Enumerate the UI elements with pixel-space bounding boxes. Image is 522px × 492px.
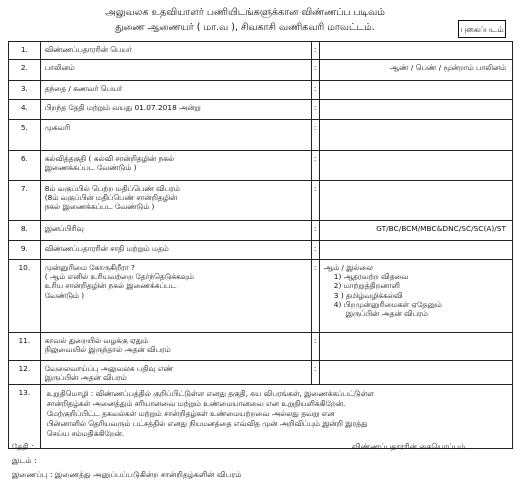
declaration-line: மேற்குறிப்பிட்ட தகவல்கள் மற்றும் சான்றிதழ்கள் உண்மையற்றவை அல்லது தவறு என xyxy=(46,409,335,419)
row-value-field[interactable] xyxy=(319,151,512,181)
row-label xyxy=(40,120,311,151)
priority-option: 4) பிறமுன்னுரிமைகள் ஏதேனும் xyxy=(333,299,442,309)
row-number: 6. xyxy=(9,151,41,181)
form-row xyxy=(9,60,513,81)
row-colon: : xyxy=(311,361,319,385)
row-colon: : xyxy=(311,241,319,260)
row-label xyxy=(40,42,311,60)
form-row xyxy=(9,151,513,181)
row-colon: : xyxy=(311,120,319,151)
row-value-field[interactable] xyxy=(319,81,512,100)
priority-option: இருப்பின் அதன் விபரம் xyxy=(345,309,428,319)
row-value-field[interactable] xyxy=(319,42,512,60)
row-colon: : xyxy=(311,42,319,60)
form-row xyxy=(9,333,513,361)
declaration-line: பின்னாளில் தெரியவரும் பட்சத்தில் எனது நியமனத்தை எவ்வித முன் அறிவிப்பும் இன்றி இரத்து xyxy=(46,419,368,429)
row-number: 11. xyxy=(9,333,41,361)
priority-yes-no: ஆம் / இல்லை xyxy=(323,263,373,272)
row-label-line: விண்ணப்பதாரரின் பெயர் xyxy=(44,45,132,54)
declaration-row xyxy=(9,385,513,449)
row-label-line: ( ஆம் எனில் உரியவற்றை தேர்ந்தெடுக்கவும் xyxy=(44,272,194,282)
row-label xyxy=(40,81,311,100)
date-label: தேதி : xyxy=(12,442,34,451)
row-colon: : xyxy=(311,60,319,81)
row-label-line: இருப்பின் அதன் விபரம் xyxy=(44,373,127,383)
row-number: 9. xyxy=(9,241,41,260)
row-colon: : xyxy=(311,260,319,333)
form-subtitle: துணை ஆணையர் ( மா.வ ), சிவகாசி வணிகவரி மாவட்டம். xyxy=(115,22,375,33)
row-number: 13. xyxy=(9,385,41,449)
form-row xyxy=(9,42,513,60)
row-label-line: வேலைவாய்ப்பு அலுவலக பதிவு எண் xyxy=(44,364,174,373)
row-label xyxy=(40,181,311,221)
row-value-field[interactable] xyxy=(319,120,512,151)
form-row xyxy=(9,100,513,120)
row-number: 7. xyxy=(9,181,41,221)
form-title: அலுவலக உதவியாளர் பணியிடங்களுக்கான விண்ணப்ப படிவம் xyxy=(105,7,385,18)
application-table xyxy=(8,41,513,449)
row-label xyxy=(40,260,311,333)
row-value-field[interactable] xyxy=(319,260,512,333)
declaration-line: செய்ய சம்மதிக்கிறேன். xyxy=(46,429,125,439)
row-label-line: முன்னுரிமை கோருகிறீரா ? xyxy=(44,263,135,272)
form-row xyxy=(9,120,513,151)
row-number: 4. xyxy=(9,100,41,120)
row-number: 8. xyxy=(9,221,41,241)
declaration-line: உறுதிமொழி : விண்ணப்பத்தில் குறிப்பிட்டுள்ள எனது தகுதி, சுய விபரங்கள், இணைக்கப்பட்டுள்ள xyxy=(46,389,374,399)
row-value-field[interactable] xyxy=(319,241,512,260)
row-label-line: 8ம் வகுப்பில் பெற்ற மதிப்பெண் விபரம் xyxy=(44,184,180,193)
row-label-line: நிலுவையில் இருந்தால் அதன் விபரம் xyxy=(44,345,171,355)
form-row xyxy=(9,260,513,333)
form-row xyxy=(9,221,513,241)
signature-label: விண்ணப்பதாரரின் கையொப்பம் xyxy=(352,442,466,451)
row-label-line: முகவரி xyxy=(44,123,71,132)
row-label-line: நகல் இணைக்கப்பட வேண்டும் ) xyxy=(44,202,155,212)
row-colon: : xyxy=(311,81,319,100)
form-row xyxy=(9,181,513,221)
form-row xyxy=(9,361,513,385)
row-label-line: (8ம் வகுப்பின் மதிப்பெண் சான்றிதழின் xyxy=(44,193,178,203)
row-label xyxy=(40,60,311,81)
form-row xyxy=(9,81,513,100)
priority-option: 1) ஆதரவற்ற விதவை xyxy=(333,272,409,282)
row-label-line: காவல் துறையில் வழக்கு ஏதும் xyxy=(44,336,149,345)
row-label xyxy=(40,151,311,181)
row-label-line: கல்வித்தகுதி ( கல்வி சான்றிதழின் நகல் xyxy=(44,154,175,163)
priority-option: 2) மாற்றுத்திறனாளி xyxy=(333,281,400,291)
row-label-line: இணைக்கப்பட வேண்டும் ) xyxy=(44,163,137,173)
form-header xyxy=(0,0,522,42)
row-value-field[interactable]: ஆண் / பெண் / மூன்றாம் பாலினம் xyxy=(319,60,512,81)
place-label: இடம் : xyxy=(12,456,37,465)
attachment-label: இணைப்பு : இணைத்து அனுப்பப்படுகின்ற சான்றிதழ்களின் விபரம் xyxy=(12,470,242,479)
row-label xyxy=(40,221,311,241)
photo-box: புகைப்படம் xyxy=(458,20,506,38)
declaration-text xyxy=(40,385,512,449)
row-value-field[interactable] xyxy=(319,181,512,221)
row-colon: : xyxy=(311,221,319,241)
row-value-field[interactable] xyxy=(319,333,512,361)
application-table-body xyxy=(9,42,513,449)
row-label-line: பிறந்த தேதி மற்றும் வயது 01.07.2018 அன்று xyxy=(44,103,201,112)
row-number: 10. xyxy=(9,260,41,333)
row-label-line: தந்தை / கணவர் பெயர் xyxy=(44,84,123,93)
row-value-field[interactable] xyxy=(319,361,512,385)
priority-option: 3 ) தமிழ்வழிக்கல்வி xyxy=(333,290,403,300)
row-value-field[interactable] xyxy=(319,100,512,120)
row-colon: : xyxy=(311,181,319,221)
row-label xyxy=(40,361,311,385)
row-label-line: உரிய சான்றிதழின் நகல் இணைக்கப்பட xyxy=(44,281,177,291)
row-label-line: இனப்பிரிவு xyxy=(44,224,84,233)
row-number: 3. xyxy=(9,81,41,100)
row-label-line: பாலினம் xyxy=(44,63,75,72)
row-value-field[interactable]: GT/BC/BCM/MBC&DNC/SC/SC(A)/ST xyxy=(319,221,512,241)
row-colon: : xyxy=(311,100,319,120)
row-colon: : xyxy=(311,333,319,361)
row-label-line: வேண்டும் ) xyxy=(44,290,85,300)
form-row xyxy=(9,241,513,260)
row-label xyxy=(40,241,311,260)
row-label xyxy=(40,333,311,361)
row-number: 5. xyxy=(9,120,41,151)
row-colon: : xyxy=(311,151,319,181)
row-label xyxy=(40,100,311,120)
declaration-line: சான்றிதழ்கள் அனைத்தும் சரியானவை மற்றும் உண்மையானவை என உறுதியளிக்கிறேன். xyxy=(46,399,346,409)
row-number: 12. xyxy=(9,361,41,385)
row-number: 1. xyxy=(9,42,41,60)
row-number: 2. xyxy=(9,60,41,81)
row-label-line: விண்ணப்பதாரரின் சாதி மற்றும் மதம் xyxy=(44,244,169,253)
